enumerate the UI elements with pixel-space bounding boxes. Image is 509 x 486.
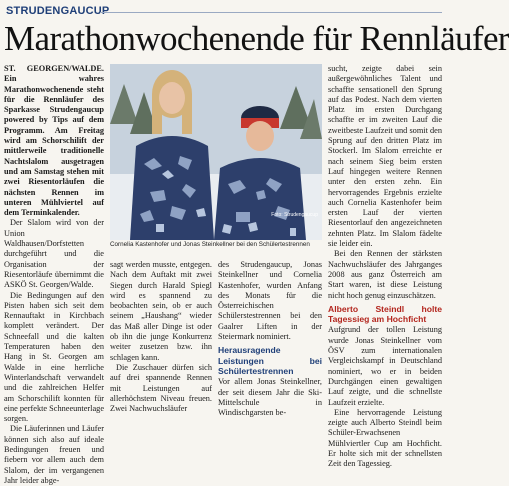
body-paragraph: Aufgrund der tollen Leistung wurde Jonas Steinkellner vom ÖSV zum internationalen Vergleichskampf in Deutschland nominiert, wo er in beiden Durchgängen einen gewaltigen Lauf zeigte, und die schnellste Laufzeit erzielte. <box>328 325 442 407</box>
body-paragraph: des Strudengaucup, Jonas Steinkellner und Cornelia Kastenhofer, wurden Anfang des Monats für die Österreichischen Schülerstestrennen bei den Gaalrer Liften in der Steiermark nominiert. <box>218 260 322 342</box>
body-paragraph: Bei den Rennen der stärksten Nachwuchsläufer des Jahrganges 2008 aus ganz Österreich am Start waren, ist diese Leistung nicht hoch genug einzuschätzen. <box>328 249 442 300</box>
body-paragraph: Die Läuferinnen und Läufer können sich also auf ideale Bedingungen freuen und fiebern vor allem auch dem Slalom, der im vergangenen Jahr leider abge- <box>4 424 104 485</box>
article-column-1 <box>4 64 104 485</box>
body-paragraph: Eine hervorragende Leistung zeigte auch Alberto Steindl beim Schüler-Erwachsenen Mühlviertler Cup am Hochficht. Er holte sich mit der schnellsten Zeit den Tagessieg. <box>328 407 442 469</box>
body-paragraph: sagt werden musste, entgegen. Nach dem Auftakt mit zwei Siegen durch Harald Spiegl wird es spannend zu beobachten sein, ob er auch seinem „Haushang“ wieder das Maß aller Dinge ist oder ob ihn die junge Konkurrenz weiter zusetzen bzw. ihn schlagen kann. <box>110 260 212 362</box>
lead-paragraph: ST. GEORGEN/WALDE. Ein wahres Marathonwochenende steht für die Rennläufer des Sparkasse Strudengaucup powered by Tips auf dem Programm. Am Freitag wird am Schorschilift der mittlerweile traditionelle Nachtslalom ausgetragen und am Samstag stehen mit zwei Riesentorläufen die nächsten Rennen im unteren Mühlviertel auf dem Terminkalender. <box>4 64 104 218</box>
article-column-2 <box>110 260 212 414</box>
section-kicker: STRUDENGAUCUP <box>6 5 110 17</box>
photo-caption: Cornelia Kastenhofer und Jonas Steinkellner bei den Schülertestrennen <box>110 241 310 248</box>
article-column-3 <box>218 260 322 418</box>
body-paragraph: Der Slalom wird von der Union Waldhausen/Dorfstetten durchgeführt und die Organisation der Riesentorläufe übernimmt die ASKÖ St. Georgen/Walde. <box>4 218 104 290</box>
subheading: Herausragende Leistungen bei Schülertestrennen <box>218 345 322 376</box>
body-paragraph: Die Bedingungen auf den Pisten haben sich seit dem Rennauftakt in Kirchbach komplett verändert. Der Schneefall und die kalten Temperaturen haben den Hang in St. Georgen am Walde in eine herrliche Winterlandschaft verwandelt und die zahlreichen Helfer am Schorschilift konnten für eine perfekte Schneeunterlage sorgen. <box>4 290 104 424</box>
subheading: Alberto Steindl holte Tagessieg am Hochficht <box>328 303 442 325</box>
body-paragraph: sucht, zeigte dabei sein außergewöhnliches Talent und schaffte sensationell den Sprung auf das Podest. Nach dem vierten Platz im ersten Durchgang schaffte er im zweiten Lauf die zweitbeste Laufzeit und somit den Sprung auf den dritten Platz im Stockerl. Im Slalom erreichte er nach seinem Sieg beim ersten Lauf hingegen weitere Rennen unter den ersten zehn. Ein hervorragendes Ergebnis erzielte auch Cornelia Kastenhofer beim ersten Lauf der vierten Riesentorlauf den angezeichneten zehnten Platz. Im Slalom fädelte sie leider ein. <box>328 64 442 249</box>
kicker-rule <box>100 12 442 13</box>
article-column-4 <box>328 64 442 469</box>
body-paragraph: Die Zuschauer dürfen sich auf drei spannende Rennen mit Leistungen auf allerhöchstem Niveau freuen. Zwei Nachwuchsläufer <box>110 362 212 414</box>
headline: Marathonwochenende für Rennläufer <box>4 19 509 58</box>
body-paragraph: Vor allem Jonas Steinkellner, der seit diesem Jahr die Ski-Mittelschule in Windischgarsten be- <box>218 377 322 418</box>
photo-credit: Foto: Strudengaucup <box>271 212 318 218</box>
article-photo <box>110 64 322 240</box>
